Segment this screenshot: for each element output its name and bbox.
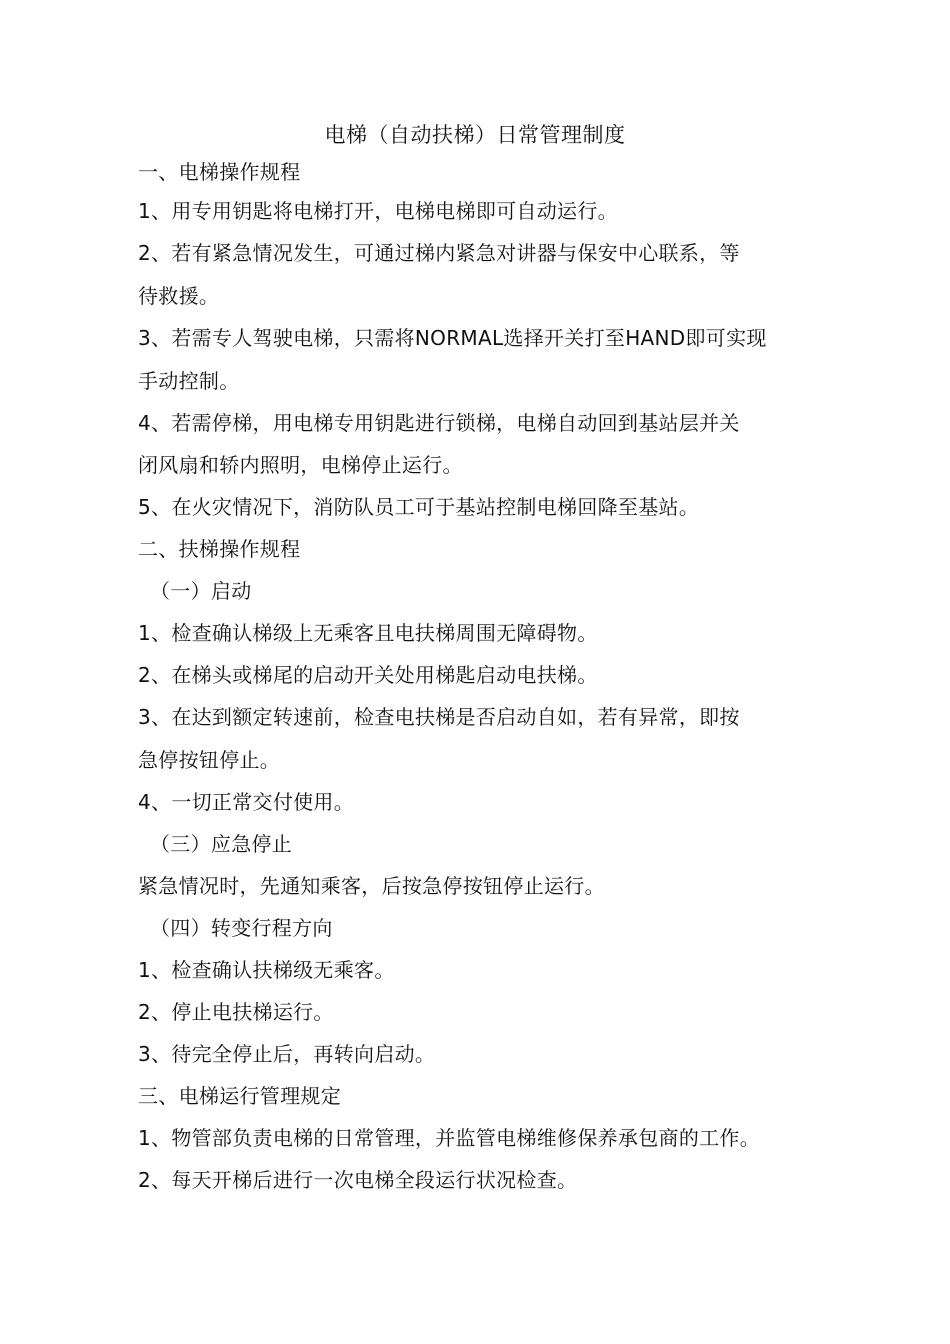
subsection-heading-emergency-stop: （三）应急停止: [150, 832, 293, 856]
paragraph-line: 1、检查确认扶梯级无乘客。: [138, 958, 395, 982]
paragraph-line: 4、若需停梯，用电梯专用钥匙进行锁梯，电梯自动回到基站层并关: [138, 411, 740, 435]
paragraph-line: 1、用专用钥匙将电梯打开，电梯电梯即可自动运行。: [138, 199, 618, 223]
paragraph-line: 紧急情况时，先通知乘客，后按急停按钮停止运行。: [138, 874, 605, 898]
subsection-heading-direction-change: （四）转变行程方向: [150, 916, 333, 940]
paragraph-line: 1、检查确认梯级上无乘客且电扶梯周围无障碍物。: [138, 621, 598, 645]
paragraph-line: 2、在梯头或梯尾的启动开关处用梯匙启动电扶梯。: [138, 663, 598, 687]
document-title: 电梯（自动扶梯）日常管理制度: [324, 123, 626, 147]
paragraph-line: 2、每天开梯后进行一次电梯全段运行状况检查。: [138, 1168, 578, 1192]
subsection-heading-start: （一）启动: [150, 579, 252, 603]
paragraph-line: 4、一切正常交付使用。: [138, 790, 355, 814]
section-heading-elevator: 一、电梯操作规程: [138, 160, 301, 184]
section-heading-operation-rules: 三、电梯运行管理规定: [138, 1084, 341, 1108]
paragraph-line: 1、物管部负责电梯的日常管理，并监管电梯维修保养承包商的工作。: [138, 1126, 761, 1150]
paragraph-line: 2、停止电扶梯运行。: [138, 1000, 334, 1024]
paragraph-line: 2、若有紧急情况发生，可通过梯内紧急对讲器与保安中心联系，等: [138, 241, 740, 265]
paragraph-line: 5、在火灾情况下，消防队员工可于基站控制电梯回降至基站。: [138, 495, 700, 519]
paragraph-line: 手动控制。: [138, 369, 240, 393]
paragraph-line: 3、待完全停止后，再转向启动。: [138, 1042, 436, 1066]
section-heading-escalator: 二、扶梯操作规程: [138, 537, 301, 561]
paragraph-line: 闭风扇和轿内照明，电梯停止运行。: [138, 453, 463, 477]
paragraph-line: 3、若需专人驾驶电梯，只需将NORMAL选择开关打至HAND即可实现: [138, 326, 767, 350]
paragraph-line: 急停按钮停止。: [138, 748, 281, 772]
paragraph-line: 3、在达到额定转速前，检查电扶梯是否启动自如，若有异常，即按: [138, 705, 740, 729]
paragraph-line: 待救援。: [138, 284, 220, 308]
